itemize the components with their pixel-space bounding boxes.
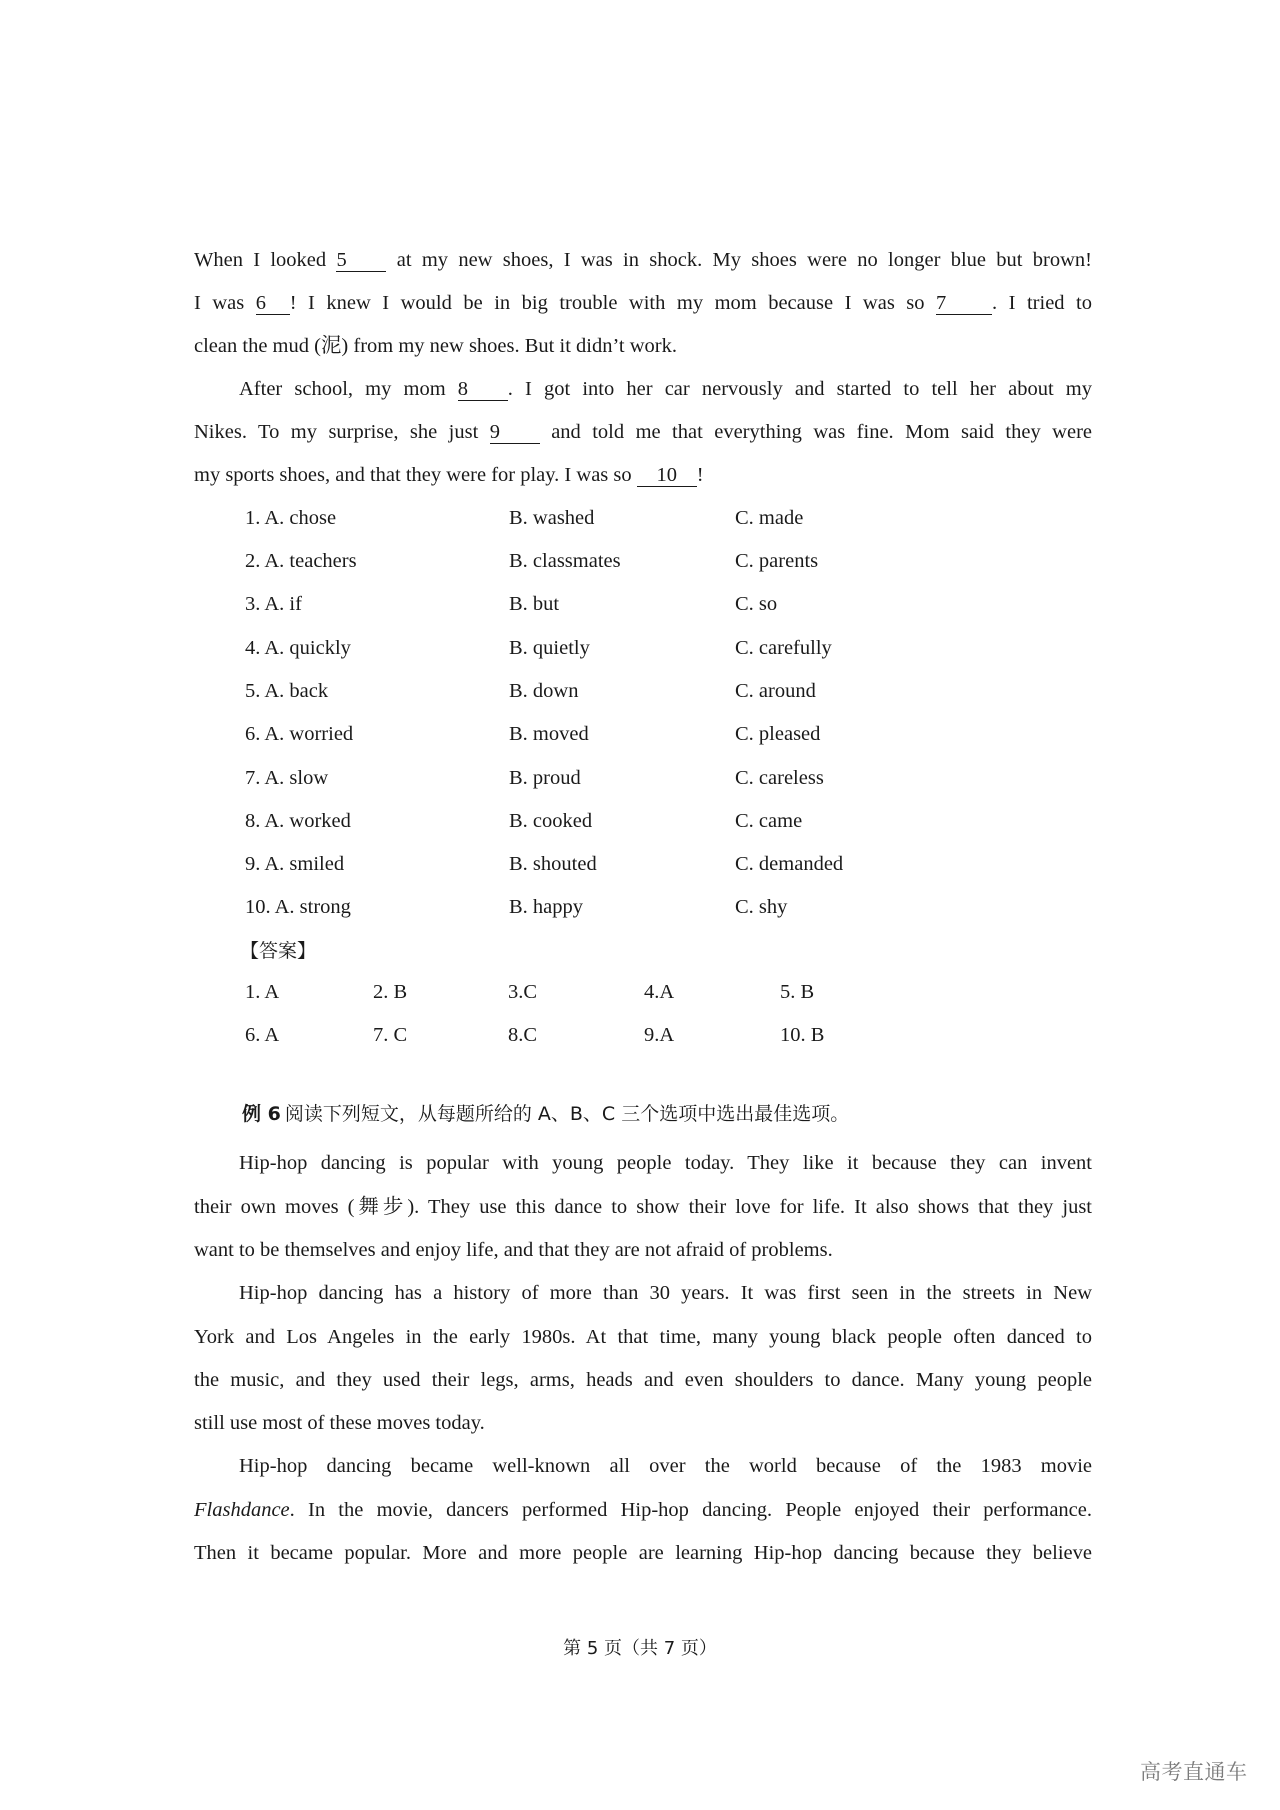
answer-6: 6. A xyxy=(245,1024,280,1046)
answer-8: 8.C xyxy=(508,1024,538,1046)
example-6-heading xyxy=(242,1099,849,1129)
option-7-a: 7. A. slow xyxy=(245,767,329,789)
text: After school, my mom xyxy=(239,378,458,400)
option-5-a: 5. A. back xyxy=(245,680,329,702)
blank-9: 9 xyxy=(490,421,540,444)
passage-line-4 xyxy=(239,374,1092,404)
ex6-line-10: Then it became popular. More and more people are learning Hip-hop dancing because they believe xyxy=(194,1542,1092,1564)
blank-8: 8 xyxy=(458,378,508,401)
option-7-c: C. careless xyxy=(735,767,824,789)
answer-heading: 【答案】 xyxy=(240,940,317,962)
blank-10: 10 xyxy=(637,464,697,487)
answer-4: 4.A xyxy=(644,981,675,1003)
ex6-line-1: Hip-hop dancing is popular with young people today. They like it because they can invent xyxy=(239,1152,1092,1174)
answer-9: 9.A xyxy=(644,1024,675,1046)
ex6-line-9 xyxy=(194,1495,1092,1525)
option-9-b: B. shouted xyxy=(509,853,597,875)
text: I was xyxy=(194,292,256,314)
blank-5: 5 xyxy=(336,249,386,272)
watermark-logo: 高考直通车 xyxy=(1140,1760,1248,1784)
ex6-line-4: Hip-hop dancing has a history of more than 30 years. It was first seen in the streets in New xyxy=(239,1282,1092,1304)
option-2-c: C. parents xyxy=(735,550,819,572)
option-1-b: B. washed xyxy=(509,507,595,529)
answer-10: 10. B xyxy=(780,1024,825,1046)
option-5-c: C. around xyxy=(735,680,816,702)
option-9-a: 9. A. smiled xyxy=(245,853,345,875)
example-6-instruction: 阅读下列短文，从每题所给的 A、B、C 三个选项中选出最佳选项。 xyxy=(284,1103,850,1125)
text: my sports shoes, and that they were for play. I was so xyxy=(194,464,637,486)
option-4-a: 4. A. quickly xyxy=(245,637,351,659)
option-5-b: B. down xyxy=(509,680,579,702)
option-3-b: B. but xyxy=(509,593,560,615)
answer-2: 2. B xyxy=(373,981,408,1003)
text: . In the movie, dancers performed Hip-hop dancing. People enjoyed their performance. xyxy=(289,1499,1092,1521)
option-10-b: B. happy xyxy=(509,896,584,918)
option-8-a: 8. A. worked xyxy=(245,810,351,832)
text: ! xyxy=(696,464,704,486)
passage-line-1 xyxy=(194,245,1092,275)
example-6-label: 例 6 xyxy=(242,1103,281,1125)
option-4-b: B. quietly xyxy=(509,637,590,659)
passage-line-3: clean the mud (泥) from my new shoes. But it didn’t work. xyxy=(194,335,678,357)
ex6-line-5: York and Los Angeles in the early 1980s. At that time, many young black people often danced to xyxy=(194,1326,1092,1348)
passage-line-5 xyxy=(194,417,1092,447)
option-3-c: C. so xyxy=(735,593,778,615)
blank-7: 7 xyxy=(936,292,992,315)
passage-line-6 xyxy=(194,460,1092,490)
option-2-b: B. classmates xyxy=(509,550,621,572)
option-6-a: 6. A. worried xyxy=(245,723,354,745)
option-8-b: B. cooked xyxy=(509,810,593,832)
ex6-line-6: the music, and they used their legs, arms, heads and even shoulders to dance. Many young people xyxy=(194,1369,1092,1391)
text: . I got into her car nervously and started to tell her about my xyxy=(507,378,1092,400)
text: and told me that everything was fine. Mom said they were xyxy=(539,421,1092,443)
ex6-line-3: want to be themselves and enjoy life, and that they are not afraid of problems. xyxy=(194,1239,833,1261)
option-6-b: B. moved xyxy=(509,723,589,745)
option-1-a: 1. A. chose xyxy=(245,507,337,529)
text: Nikes. To my surprise, she just xyxy=(194,421,490,443)
option-9-c: C. demanded xyxy=(735,853,844,875)
option-10-c: C. shy xyxy=(735,896,788,918)
option-10-a: 10. A. strong xyxy=(245,896,351,918)
answer-7: 7. C xyxy=(373,1024,408,1046)
text: at my new shoes, I was in shock. My shoes were no longer blue but brown! xyxy=(386,249,1092,271)
text: When I looked xyxy=(194,249,337,271)
text: ! I knew I would be in big trouble with my mom because I was so xyxy=(289,292,937,314)
ex6-line-8: Hip-hop dancing became well-known all over the world because of the 1983 movie xyxy=(239,1455,1092,1477)
option-1-c: C. made xyxy=(735,507,804,529)
option-2-a: 2. A. teachers xyxy=(245,550,357,572)
option-8-c: C. came xyxy=(735,810,803,832)
option-7-b: B. proud xyxy=(509,767,581,789)
blank-6: 6 xyxy=(256,292,290,315)
answer-3: 3.C xyxy=(508,981,538,1003)
answer-1: 1. A xyxy=(245,981,280,1003)
ex6-line-7: still use most of these moves today. xyxy=(194,1412,485,1434)
answer-5: 5. B xyxy=(780,981,815,1003)
page-footer: 第 5 页（共 7 页） xyxy=(563,1638,717,1659)
option-6-c: C. pleased xyxy=(735,723,821,745)
option-4-c: C. carefully xyxy=(735,637,832,659)
passage-line-2 xyxy=(194,288,1092,318)
text: . I tried to xyxy=(992,292,1092,314)
option-3-a: 3. A. if xyxy=(245,593,302,615)
movie-title: Flashdance xyxy=(194,1499,290,1521)
ex6-line-2: their own moves (舞步). They use this dance to show their love for life. It also shows that they just xyxy=(194,1196,1092,1218)
